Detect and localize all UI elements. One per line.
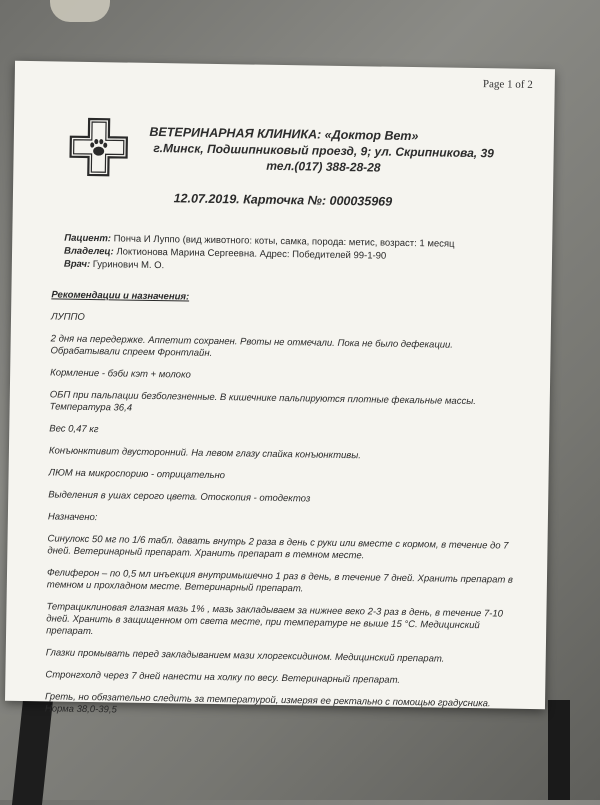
paragraph: Кормление - бэби кэт + молоко — [50, 367, 191, 381]
card-date-number: 12.07.2019. Карточка №: 000035969 — [173, 191, 393, 209]
clinic-phone: тел.(017) 388-28-28 — [266, 158, 381, 175]
owner-value: Локтионова Марина Сергеевна. Адрес: Победителей 99-1-90 — [116, 246, 387, 262]
clinic-address: г.Минск, Подшипниковый проезд, 9; ул. Скрипникова, 39 — [153, 140, 495, 161]
document-page — [5, 61, 555, 716]
page-number: Page 1 of 2 — [482, 78, 533, 91]
paragraph: Фелиферон – по 0,5 мл инъекция внутримышечно 1 раз в день, в течение 7 дней. Хранить препарат в темном и прохладном месте. Ветеринарный препарат. — [46, 567, 514, 595]
paragraph: Тетрациклиновая глазная мазь 1% , мазь закладываем за нижнее веко 2-3 раз в день, в течение 7-10 дней. Хранить в защищенном от света месте, при температуре не выше 15 °С. Медицинский препарат. — [46, 601, 504, 638]
paragraph: Глазки промывать перед закладыванием мази хлоргексидином. Медицинский препарат. — [45, 647, 445, 665]
paragraph: ОБП при пальпации безболезненные. В кишечнике пальпируются плотные фекальные массы. Температура 36,4 — [49, 389, 476, 414]
paragraph: Выделения в ушах серого цвета. Отоскопия - отодектоз — [48, 489, 311, 505]
table-leg-right — [548, 700, 570, 800]
background-cloth — [50, 0, 110, 22]
paragraph: ЛЮМ на микроспорию - отрицательно — [48, 467, 226, 482]
doctor-value: Гуринович М. О. — [92, 259, 165, 272]
paragraph: 2 дня на передержке. Аппетит сохранен. Рвоты не отмечали. Пока не было дефекации. Обрабатывали спреем Фронтлайн. — [50, 333, 454, 359]
patient-info — [64, 232, 525, 278]
doctor-label: Врач: — [63, 258, 91, 271]
patient-value: Понча И Луппо (вид животного: коты, самка, порода: метис, возраст: 1 месяц — [113, 233, 455, 250]
recommendations-title: Рекомендации и назначения: — [51, 289, 190, 303]
paragraph: Греть, но обязательно следить за температурой, измеряя ее ректально с помощью градусника. Норма 38,0-39,5 — [44, 691, 491, 716]
clinic-name: ВЕТЕРИНАРНАЯ КЛИНИКА: «Доктор Вет» — [149, 124, 419, 144]
paragraph: Вес 0,47 кг — [49, 423, 99, 436]
paragraph: Стронгхолд через 7 дней нанести на холку по весу. Ветеринарный препарат. — [45, 669, 401, 686]
patient-label: Пациент: — [64, 232, 112, 245]
paragraph: Синулокс 50 мг по 1/6 табл. давать внутрь 2 раза в день с руки или вместе с кормом, в течение до 7 дней. Ветеринарный препарат. Хранить препарат в темном месте. — [47, 533, 509, 562]
paragraph: ЛУППО — [50, 311, 85, 323]
paragraph: Назначено: — [47, 511, 98, 524]
paragraph: Конъюнктивит двусторонний. На левом глазу спайка конъюнктивы. — [48, 445, 362, 462]
recommendations-section — [45, 289, 522, 732]
owner-label: Владелец: — [63, 245, 114, 258]
